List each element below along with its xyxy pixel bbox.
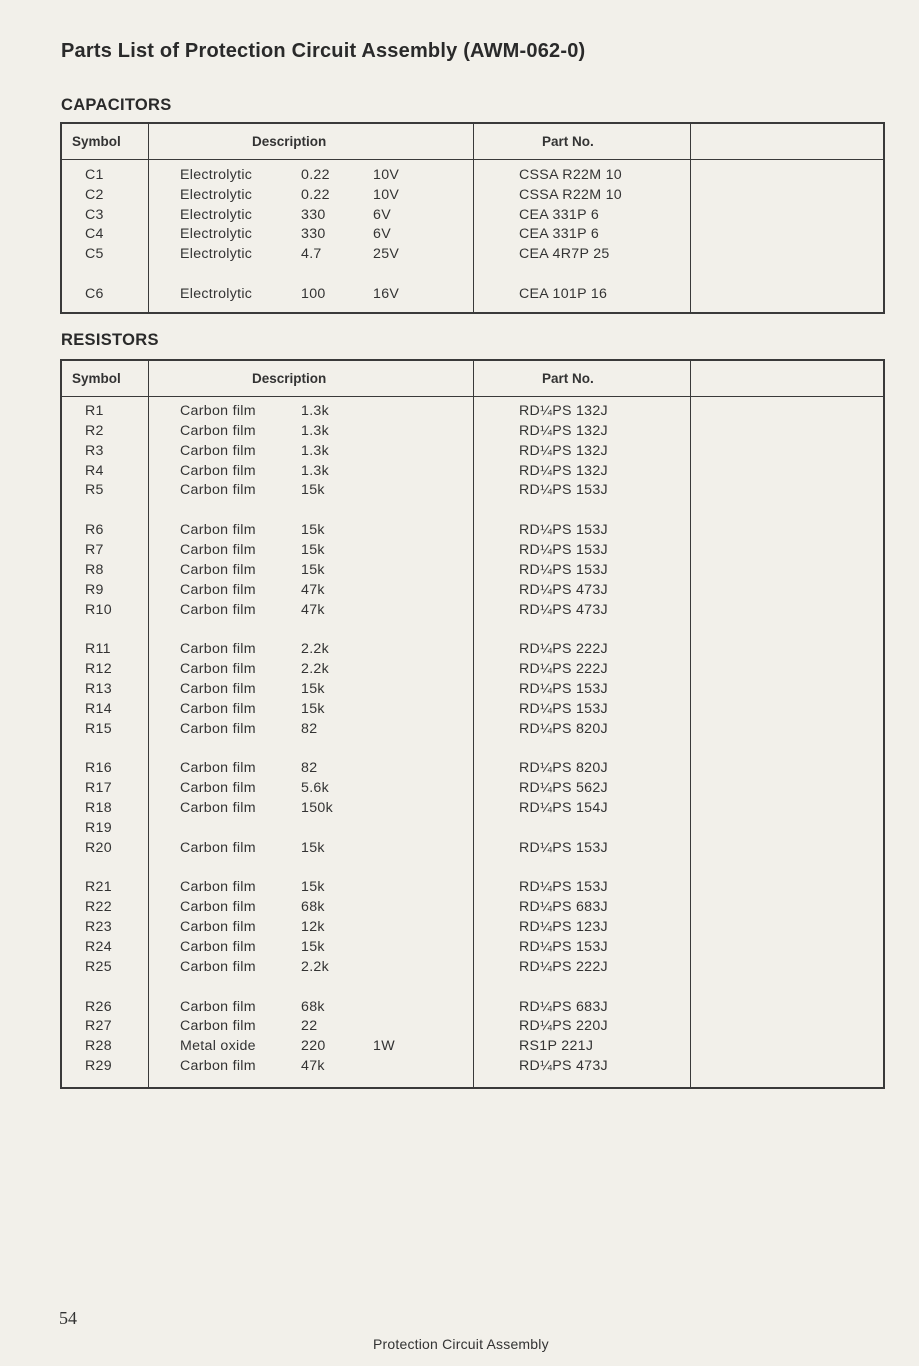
part-rating: 6V [373, 206, 391, 223]
part-symbol: R26 [85, 998, 112, 1015]
part-symbol: R21 [85, 879, 112, 896]
part-value: 82 [301, 760, 318, 777]
part-type: Carbon film [180, 422, 256, 439]
part-type: Carbon film [180, 938, 256, 955]
part-number: RD¼PS 820J [519, 760, 608, 777]
part-value: 1.3k [301, 403, 330, 419]
part-type: Carbon film [180, 641, 256, 658]
part-symbol: R4 [85, 462, 104, 479]
part-type: Electrolytic [180, 206, 253, 223]
part-value: 15k [301, 839, 325, 856]
part-value: 15k [301, 938, 325, 955]
capacitors-table-header [62, 124, 883, 160]
part-number: RD¼PS 473J [519, 601, 608, 618]
part-symbol: C4 [85, 226, 104, 243]
part-type: Carbon film [180, 839, 256, 856]
part-type: Carbon film [180, 680, 256, 697]
part-type: Carbon film [180, 561, 256, 578]
part-symbol: R16 [85, 760, 112, 777]
table-row [62, 580, 883, 600]
table-row [62, 639, 883, 659]
capacitors-table [60, 122, 885, 314]
table-row [62, 838, 883, 858]
table-row [62, 877, 883, 897]
part-symbol: C3 [85, 206, 104, 223]
part-symbol: R13 [85, 680, 112, 697]
part-type: Electrolytic [180, 285, 253, 302]
part-value: 150k [301, 800, 333, 816]
part-type: Metal oxide [180, 1038, 256, 1055]
table-row [62, 798, 883, 818]
part-value: 47k [301, 1058, 325, 1075]
part-symbol: R1 [85, 403, 104, 419]
table-row [62, 461, 883, 481]
part-symbol: R7 [85, 541, 104, 558]
part-number: RD¼PS 683J [519, 899, 608, 916]
part-rating: 25V [373, 246, 400, 263]
part-number: RS1P 221J [519, 1038, 594, 1055]
part-value: 22 [301, 1018, 318, 1035]
table-row [62, 778, 883, 798]
part-type: Carbon film [180, 482, 256, 499]
part-value: 0.22 [301, 186, 330, 203]
part-symbol: R29 [85, 1058, 112, 1075]
part-type: Carbon film [180, 403, 256, 419]
part-value: 1.3k [301, 422, 330, 439]
part-rating: 1W [373, 1038, 395, 1055]
table-row [62, 224, 883, 244]
part-type: Carbon film [180, 760, 256, 777]
table-row [62, 401, 883, 421]
part-number: RD¼PS 473J [519, 581, 608, 598]
part-symbol: R10 [85, 601, 112, 618]
part-number: CEA 331P 6 [519, 226, 600, 243]
part-type: Carbon film [180, 1058, 256, 1075]
part-value: 100 [301, 285, 326, 302]
part-number: RD¼PS 153J [519, 879, 608, 896]
part-symbol: R2 [85, 422, 104, 439]
part-value: 15k [301, 680, 325, 697]
part-number: RD¼PS 153J [519, 482, 608, 499]
part-number: CSSA R22M 10 [519, 186, 622, 203]
part-value: 47k [301, 601, 325, 618]
table-row [62, 480, 883, 500]
part-symbol: R17 [85, 780, 112, 797]
part-type: Carbon film [180, 720, 256, 737]
part-symbol: R9 [85, 581, 104, 598]
part-type: Carbon film [180, 919, 256, 936]
header-description: Description [252, 134, 327, 149]
part-number: RD¼PS 153J [519, 541, 608, 558]
part-number: RD¼PS 153J [519, 561, 608, 578]
part-number: RD¼PS 153J [519, 522, 608, 539]
part-type: Electrolytic [180, 246, 253, 263]
part-value: 47k [301, 581, 325, 598]
part-value: 82 [301, 720, 318, 737]
table-row [62, 600, 883, 620]
part-type: Electrolytic [180, 186, 253, 203]
part-type: Carbon film [180, 998, 256, 1015]
part-value: 330 [301, 206, 326, 223]
capacitors-heading: CAPACITORS [61, 96, 172, 114]
part-symbol: R28 [85, 1038, 112, 1055]
part-number: RD¼PS 153J [519, 839, 608, 856]
part-value: 15k [301, 879, 325, 896]
table-row [62, 679, 883, 699]
table-row [62, 560, 883, 580]
part-symbol: R15 [85, 720, 112, 737]
table-row [62, 818, 883, 838]
part-symbol: C6 [85, 285, 104, 302]
part-symbol: R12 [85, 661, 112, 678]
part-type: Carbon film [180, 522, 256, 539]
table-row [62, 957, 883, 977]
part-value: 2.2k [301, 661, 330, 678]
part-type: Carbon film [180, 462, 256, 479]
part-value: 4.7 [301, 246, 322, 263]
part-type: Carbon film [180, 442, 256, 459]
part-symbol: R19 [85, 819, 112, 836]
part-number: RD¼PS 132J [519, 442, 608, 459]
header-part-no: Part No. [542, 371, 594, 386]
table-row [62, 165, 883, 185]
table-row [62, 441, 883, 461]
part-number: CEA 101P 16 [519, 285, 608, 302]
table-row [62, 917, 883, 937]
part-number: CEA 4R7P 25 [519, 246, 610, 263]
resistors-heading: RESISTORS [61, 331, 159, 349]
part-symbol: R8 [85, 561, 104, 578]
part-value: 68k [301, 998, 325, 1015]
part-type: Carbon film [180, 1018, 256, 1035]
part-number: RD¼PS 222J [519, 641, 608, 658]
part-symbol: R22 [85, 899, 112, 916]
header-symbol: Symbol [72, 134, 121, 149]
part-value: 5.6k [301, 780, 330, 797]
header-symbol: Symbol [72, 371, 121, 386]
table-row [62, 185, 883, 205]
table-row [62, 421, 883, 441]
part-value: 15k [301, 700, 325, 717]
part-number: RD¼PS 153J [519, 680, 608, 697]
part-symbol: R20 [85, 839, 112, 856]
part-type: Electrolytic [180, 226, 253, 243]
part-number: RD¼PS 123J [519, 919, 608, 936]
part-symbol: R5 [85, 482, 104, 499]
table-row [62, 659, 883, 679]
part-symbol: C1 [85, 167, 104, 183]
part-type: Carbon film [180, 879, 256, 896]
table-row [62, 937, 883, 957]
part-value: 330 [301, 226, 326, 243]
header-description: Description [252, 371, 327, 386]
part-type: Electrolytic [180, 167, 253, 183]
table-row [62, 699, 883, 719]
page-title: Parts List of Protection Circuit Assembly (AWM-062-0) [61, 40, 586, 62]
part-type: Carbon film [180, 800, 256, 816]
part-type: Carbon film [180, 700, 256, 717]
part-value: 2.2k [301, 641, 330, 658]
part-symbol: R3 [85, 442, 104, 459]
part-number: RD¼PS 220J [519, 1018, 608, 1035]
part-value: 220 [301, 1038, 326, 1055]
part-value: 15k [301, 561, 325, 578]
part-type: Carbon film [180, 581, 256, 598]
part-number: RD¼PS 153J [519, 700, 608, 717]
part-symbol: R23 [85, 919, 112, 936]
part-type: Carbon film [180, 958, 256, 975]
part-number: RD¼PS 683J [519, 998, 608, 1015]
table-row [62, 758, 883, 778]
part-value: 12k [301, 919, 325, 936]
part-rating: 10V [373, 167, 400, 183]
part-number: CEA 331P 6 [519, 206, 600, 223]
table-row [62, 897, 883, 917]
part-number: RD¼PS 153J [519, 938, 608, 955]
part-value: 15k [301, 482, 325, 499]
part-type: Carbon film [180, 601, 256, 618]
table-row [62, 1016, 883, 1036]
part-symbol: C2 [85, 186, 104, 203]
part-rating: 10V [373, 186, 400, 203]
page-number: 54 [59, 1308, 77, 1328]
resistors-table-header [62, 361, 883, 397]
part-value: 68k [301, 899, 325, 916]
part-symbol: R14 [85, 700, 112, 717]
part-rating: 16V [373, 285, 400, 302]
part-type: Carbon film [180, 541, 256, 558]
resistors-table [60, 359, 885, 1089]
part-number: RD¼PS 222J [519, 661, 608, 678]
table-row [62, 1036, 883, 1056]
part-number: RD¼PS 222J [519, 958, 608, 975]
part-type: Carbon film [180, 661, 256, 678]
part-value: 2.2k [301, 958, 330, 975]
header-part-no: Part No. [542, 134, 594, 149]
page-footer: Protection Circuit Assembly [373, 1336, 549, 1352]
table-row [62, 719, 883, 739]
part-symbol: R18 [85, 800, 112, 816]
part-symbol: R6 [85, 522, 104, 539]
part-value: 0.22 [301, 167, 330, 183]
part-value: 1.3k [301, 442, 330, 459]
table-row [62, 997, 883, 1017]
part-number: RD¼PS 562J [519, 780, 608, 797]
part-number: RD¼PS 154J [519, 800, 608, 816]
part-value: 15k [301, 522, 325, 539]
part-number: RD¼PS 132J [519, 403, 608, 419]
part-symbol: R24 [85, 938, 112, 955]
table-row [62, 520, 883, 540]
part-symbol: R27 [85, 1018, 112, 1035]
part-type: Carbon film [180, 899, 256, 916]
part-number: RD¼PS 820J [519, 720, 608, 737]
table-row [62, 540, 883, 560]
part-rating: 6V [373, 226, 391, 243]
table-row [62, 244, 883, 264]
part-symbol: R11 [85, 641, 111, 658]
table-row [62, 205, 883, 225]
part-symbol: C5 [85, 246, 104, 263]
part-number: CSSA R22M 10 [519, 167, 622, 183]
part-number: RD¼PS 132J [519, 422, 608, 439]
table-row [62, 284, 883, 304]
part-symbol: R25 [85, 958, 112, 975]
part-number: RD¼PS 473J [519, 1058, 608, 1075]
part-type: Carbon film [180, 780, 256, 797]
table-row [62, 1056, 883, 1076]
part-value: 1.3k [301, 462, 330, 479]
part-value: 15k [301, 541, 325, 558]
part-number: RD¼PS 132J [519, 462, 608, 479]
